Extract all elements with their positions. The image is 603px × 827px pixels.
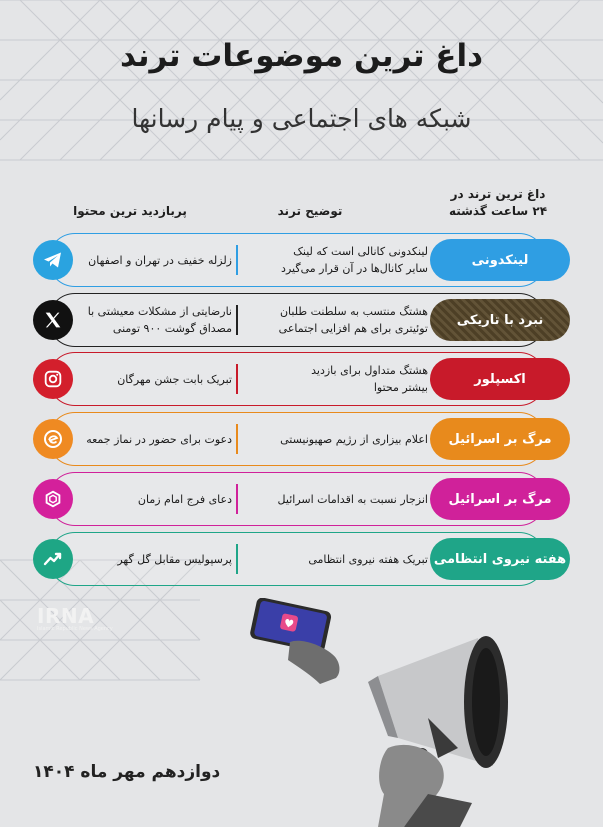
most-viewed-content: دعای فرج امام زمان <box>137 492 232 506</box>
instagram-icon <box>33 359 73 399</box>
separator <box>236 305 238 335</box>
bale-icon <box>33 539 73 579</box>
separator <box>236 484 238 514</box>
trend-row-6 <box>0 530 603 588</box>
page-title: داغ ترین موضوعات ترند <box>119 38 483 74</box>
page-subtitle: شبکه های اجتماعی و پیام رسانها <box>131 104 472 133</box>
publish-date: دوازدهم مهر ماه ۱۴۰۴ <box>33 762 221 782</box>
trend-description: انزجار نسبت به اقدامات اسرائیل <box>277 492 428 506</box>
trend-description: هشتگ متداول برای بازدید بیشتر محتوا <box>311 364 428 394</box>
x-icon <box>33 300 73 340</box>
separator <box>236 424 238 454</box>
trend-row-4 <box>0 410 603 468</box>
trend-description: اعلام بیزاری از رژیم صهیونیستی <box>280 432 428 446</box>
most-viewed-content: زلزله خفیف در تهران و اصفهان <box>88 253 232 267</box>
rubika-icon <box>33 479 73 519</box>
trend-pill: اکسپلور <box>430 358 570 400</box>
trend-pill: لینکدونی <box>430 239 570 281</box>
most-viewed-content: نارضایتی از مشکلات معیشتی با مصداق گوشت ۹۰۰ تومنی <box>87 305 232 335</box>
eitaa-icon <box>33 419 73 459</box>
trend-row-3 <box>0 350 603 408</box>
trend-pill: نبرد با تاریکی <box>430 299 570 341</box>
irna-logo: IRNA Islamic Republic News Agency <box>37 604 113 632</box>
most-viewed-content: پرسپولیس مقابل گل گهر <box>117 552 232 566</box>
trend-description: هشتگ منتسب به سلطنت طلبان توئیتری برای هم افزایی اجتماعی <box>278 305 428 335</box>
trend-row-1 <box>0 231 603 289</box>
most-viewed-content: تبریک بابت جشن مهرگان <box>117 372 232 386</box>
trend-pill: هفته نیروی انتظامی <box>430 538 570 580</box>
column-header-most-viewed: پربازدید ترین محتوا <box>73 204 187 218</box>
separator <box>236 544 238 574</box>
trend-description: لینکدونی کانالی است که لینک سایر کانال‌ها در آن قرار می‌گیرد <box>281 245 428 275</box>
megaphone-illustration <box>228 598 573 827</box>
trend-pill: مرگ بر اسرائیل <box>430 478 570 520</box>
trend-description: تبریک هفته نیروی انتظامی <box>308 552 428 566</box>
column-header-trend: داغ ترین ترند در ۲۴ ساعت گذشته <box>448 187 548 218</box>
trend-row-5 <box>0 470 603 528</box>
separator <box>236 245 238 275</box>
trend-pill: مرگ بر اسرائیل <box>430 418 570 460</box>
column-header-description: توضیح ترند <box>277 204 343 218</box>
telegram-icon <box>33 240 73 280</box>
most-viewed-content: دعوت برای حضور در نماز جمعه <box>86 432 232 446</box>
separator <box>236 364 238 394</box>
trend-row-2 <box>0 291 603 349</box>
